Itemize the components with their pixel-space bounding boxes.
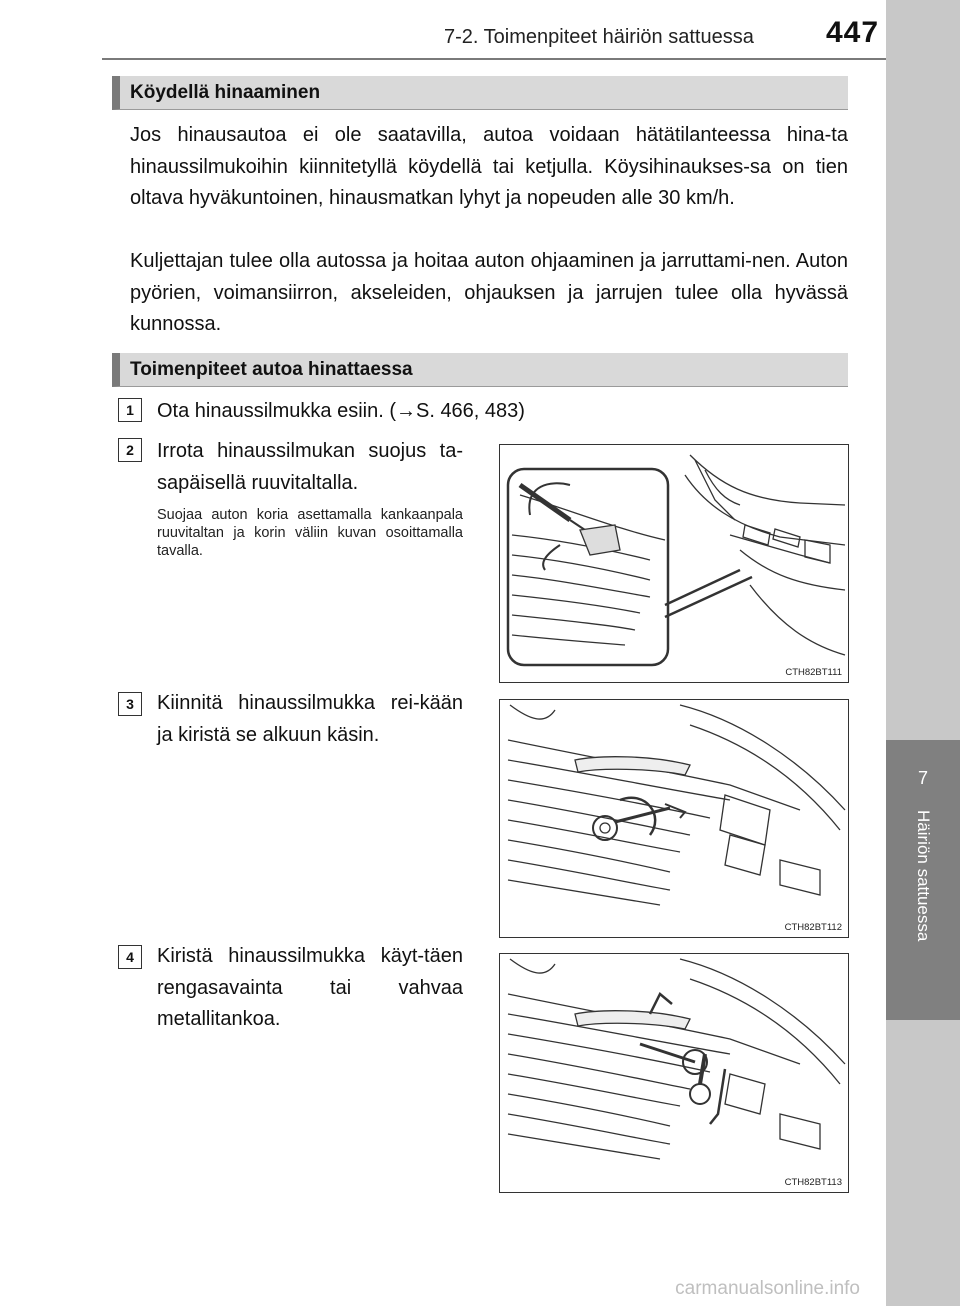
- header-rule: [102, 58, 886, 60]
- side-tab-strip: [886, 0, 960, 1306]
- step-number-4: 4: [118, 945, 142, 969]
- step-number-2: 2: [118, 438, 142, 462]
- header-title: 7-2. Toimenpiteet häiriön sattuessa: [444, 26, 754, 48]
- section-heading-towing-procedure: [112, 353, 848, 387]
- chapter-label-text: Häiriön sattuessa: [914, 810, 933, 942]
- figure-code: CTH82BT111: [785, 667, 842, 678]
- watermark: carmanualsonline.info: [675, 1278, 860, 1299]
- figure-code: CTH82BT112: [784, 922, 842, 933]
- illustration-towing-eyelet: [500, 700, 849, 938]
- illustration-screwdriver-cover: [500, 445, 849, 683]
- step-2-note: Suojaa auton koria asettamalla kankaanpala ruuvitaltan ja korin väliin kuvan osoittamalla tavalla.: [157, 507, 463, 559]
- section-heading-text: Toimenpiteet autoa hinattaessa: [130, 359, 413, 380]
- step-2-text: Irrota hinaussilmukan suojus ta-sapäisellä ruuvitaltalla.: [157, 440, 463, 494]
- figure-tighten-eyelet: [499, 953, 849, 1193]
- chapter-label: [886, 810, 960, 1010]
- section-heading-rope-towing: [112, 76, 848, 110]
- figure-remove-cover: [499, 444, 849, 683]
- chapter-number: 7: [917, 768, 928, 788]
- figure-attach-eyelet: [499, 699, 849, 938]
- step-number-1: 1: [118, 398, 142, 422]
- section-heading-text: Köydellä hinaaminen: [130, 82, 321, 103]
- step-1-text: Ota hinaussilmukka esiin. (→S. 466, 483): [157, 400, 525, 422]
- illustration-wrench-tightening: [500, 954, 849, 1193]
- step-number-3: 3: [118, 692, 142, 716]
- step-3-text: Kiinnitä hinaussilmukka rei-kään ja kiristä se alkuun käsin.: [157, 692, 463, 746]
- paragraph-2: Kuljettajan tulee olla autossa ja hoitaa auton ohjaaminen ja jarruttami-nen. Auton pyörien, voimansiirron, akseleiden, ohjauksen ja jarrujen tulee olla hyvässä kunnossa.: [130, 250, 848, 335]
- page-number: 447: [826, 16, 880, 49]
- paragraph-1: Jos hinausautoa ei ole saatavilla, autoa voidaan hätätilanteessa hina-ta hinaussilmukoihin kiinnitetyllä köydellä tai ketjulla. Köysihinaukses-sa on tien oltava hyväkuntoinen, hinausmatkan lyhyt ja nopeuden alle 30 km/h.: [130, 124, 848, 209]
- step-4-text: Kiristä hinaussilmukka käyt-täen rengasavainta tai vahvaa metallitankoa.: [157, 945, 463, 1030]
- figure-code: CTH82BT113: [784, 1177, 842, 1188]
